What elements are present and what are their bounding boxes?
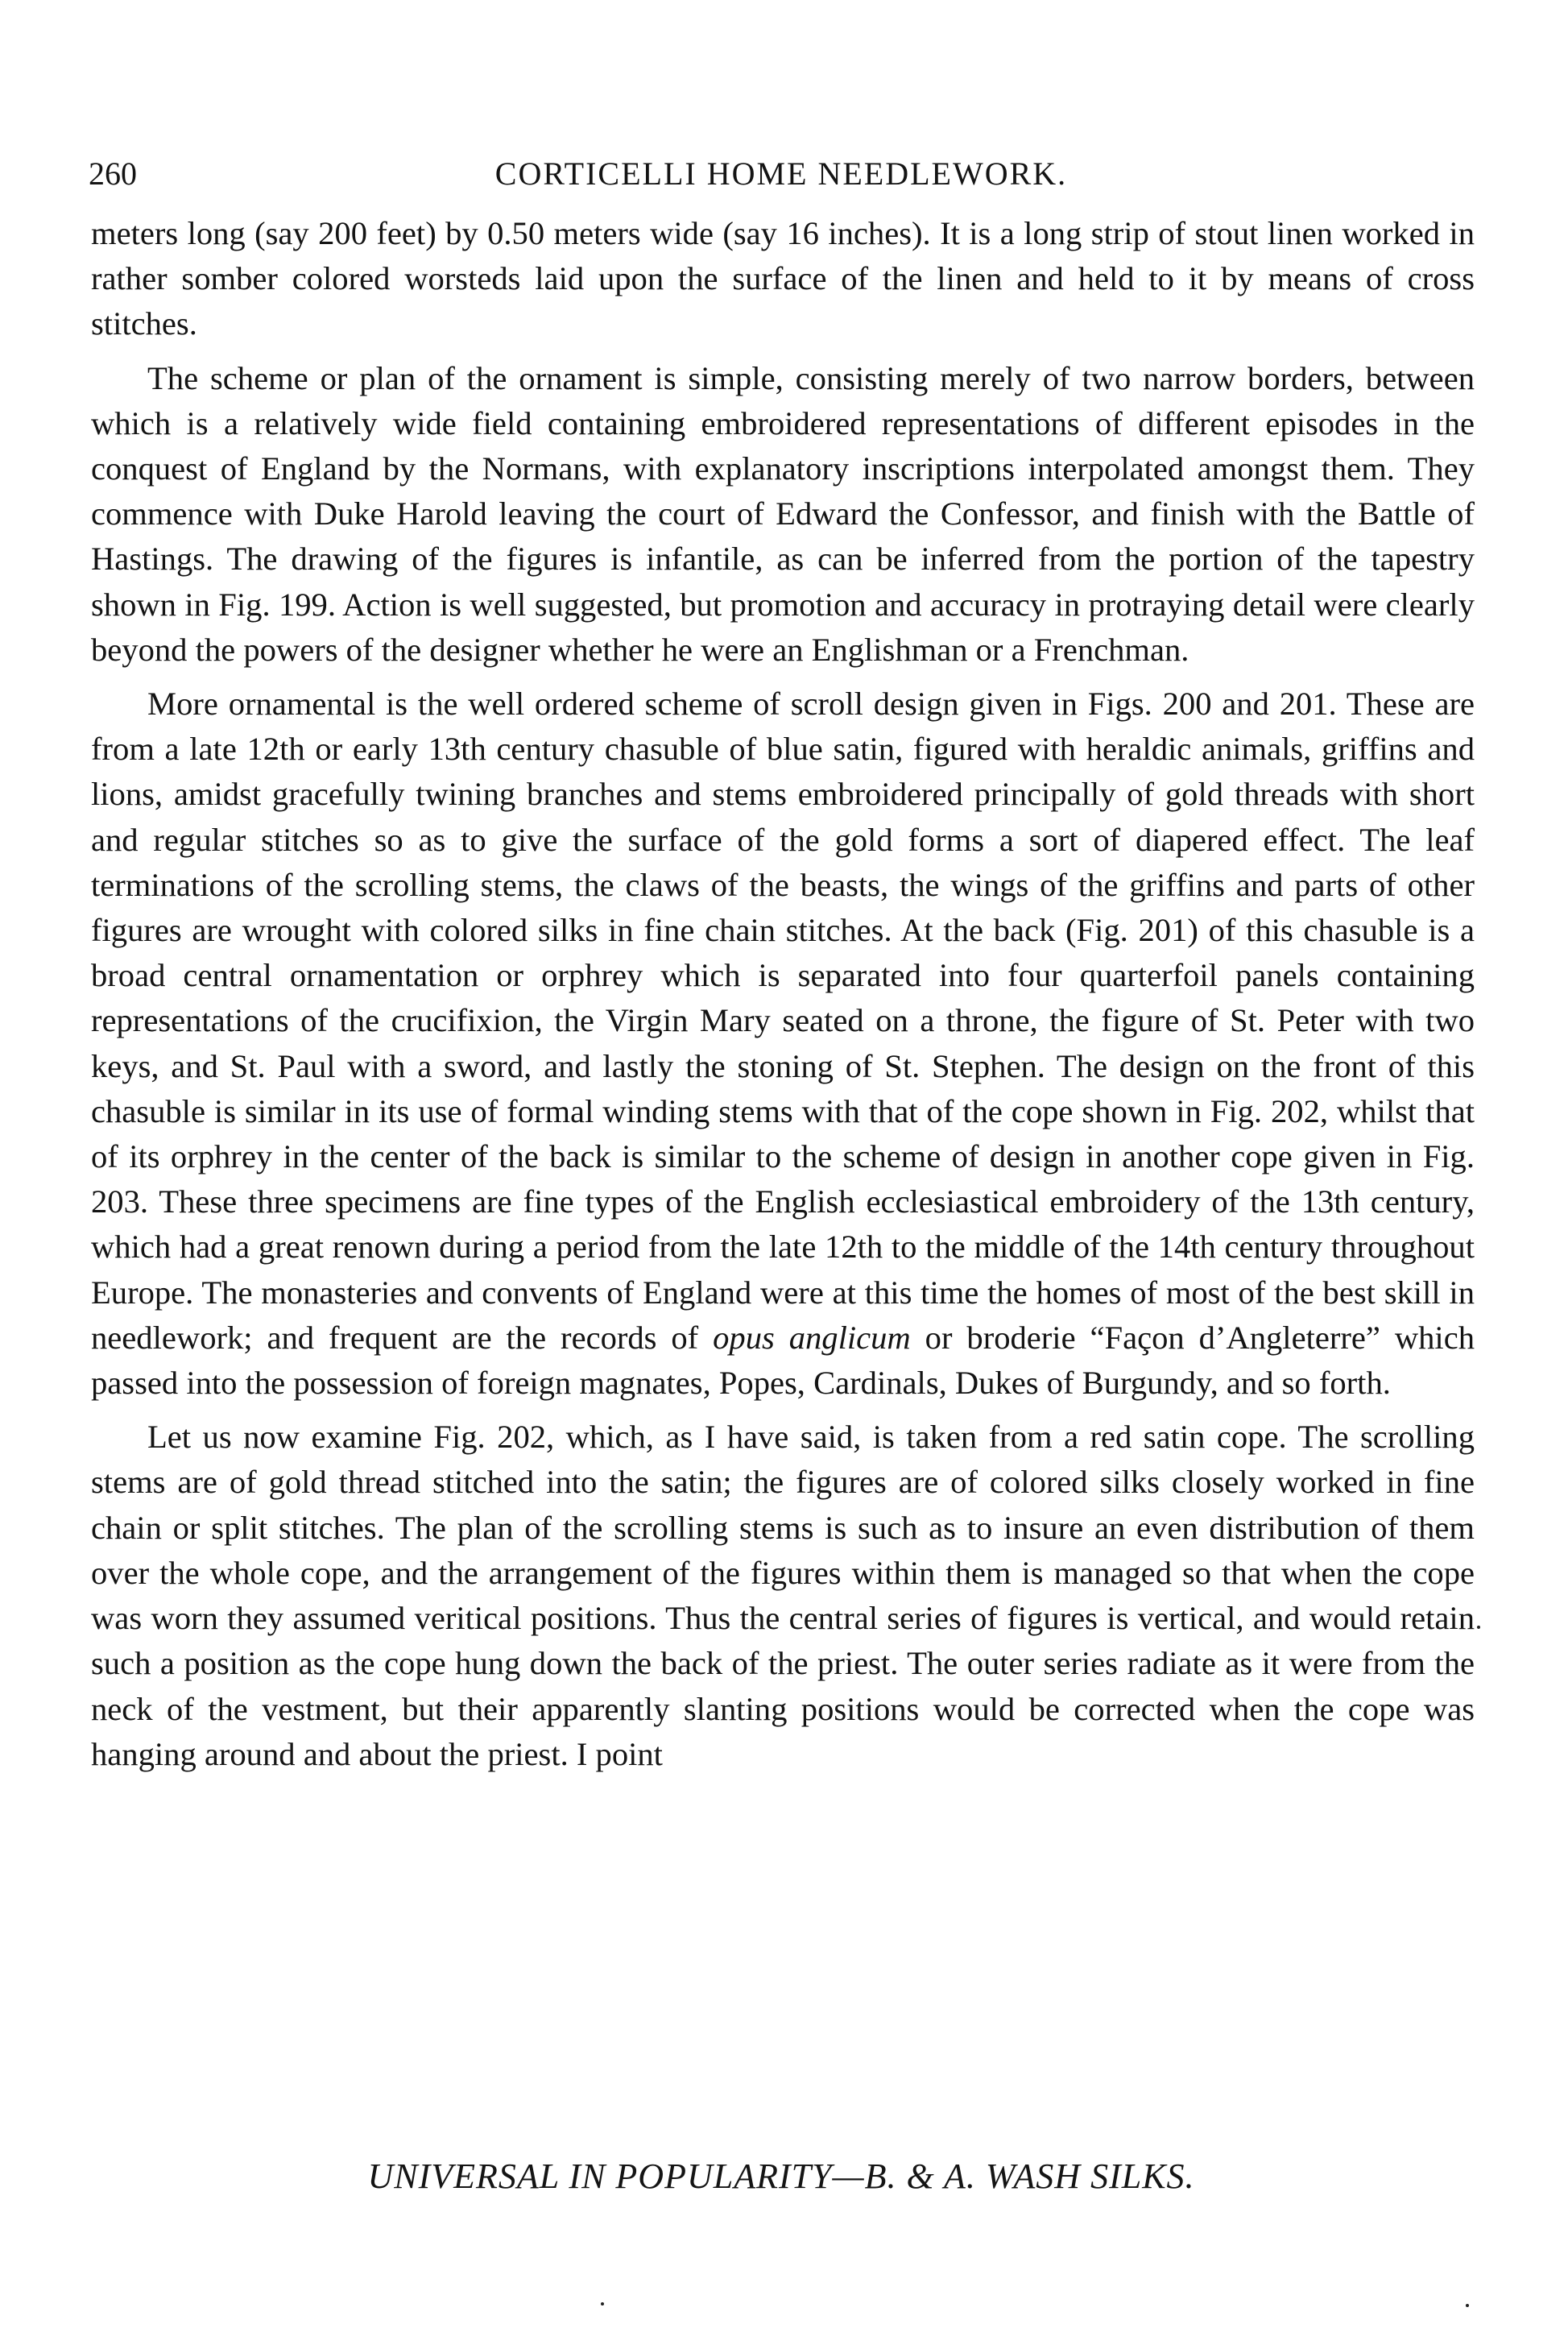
running-title: CORTICELLI HOME NEEDLEWORK. <box>494 155 1068 192</box>
paragraph-text: More ornamental is the well ordered scheme of scroll design given in Figs. 200 and 201. These are from a late 12th or early 13th century chasuble of blue satin, figured with heraldic animals, griffins and lions, amidst gracefully twining branches and stems embroidered principally of gold threads with short and regular stitches so as to give the surface of the gold forms a sort of diapered effect. The leaf terminations of the scrolling stems, the claws of the beasts, the wings of the griffins and parts of other figures are wrought with colored silks in fine chain stitches. At the back (Fig. 201) of this chasuble is a broad central ornamentation or orphrey which is separated into four quarterfoil panels containing representations of the crucifixion, the Virgin Mary seated on a throne, the figure of St. Peter with two keys, and St. Paul with a sword, and lastly the stoning of St. Stephen. The design on the front of this chasuble is similar in its use of formal winding stems with that of the cope shown in Fig. 202, whilst that of its orphrey in the center of the back is similar to the scheme of design in another cope given in Fig. 203. These three specimens are fine types of the English ecclesiastical embroidery of the 13th century, which had a great renown during a period from the late 12th to the middle of the 14th century throughout Europe. The monasteries and convents of England were at this time the homes of most of the best skill in needlework; and frequent are the records of <box>91 686 1475 1356</box>
paragraph-bayeux-scheme <box>91 356 1475 673</box>
paragraph-red-satin-cope <box>91 1415 1475 1777</box>
paragraph-text: Let us now examine Fig. 202, which, as I have said, is taken from a red satin cope. The scrolling stems are of gold thread stitched into the satin; the figures are of colored silks closely worked in fine chain or split stitches. The plan of the scrolling stems is such as to insure an even distribution of them over the whole cope, and the arrangement of the figures within them is managed so that when the cope was worn they assumed veritical positions. Thus the central series of figures is vertical, and would retain such a position as the cope hung down the back of the priest. The outer series radiate as it were from the neck of the vestment, but their apparently slanting positions would be corrected when the cope was hanging around and about the priest. I point <box>91 1419 1475 1772</box>
italic-phrase: opus anglicum <box>713 1319 911 1356</box>
paragraph-text-continued: or broderie “Façon d’Angleterre” which passed into the possession of foreign magnates, Popes, Cardinals, Dukes of Burgundy, and so forth. <box>91 1319 1475 1402</box>
body-text <box>91 211 1475 1786</box>
print-speck <box>1477 1626 1480 1629</box>
paragraph-continued <box>91 211 1475 347</box>
print-speck <box>601 2302 604 2306</box>
print-speck <box>1466 2304 1469 2307</box>
paragraph-chasuble <box>91 682 1475 1406</box>
page-number: 260 <box>89 155 137 192</box>
running-head <box>89 150 1474 198</box>
paragraph-text: The scheme or plan of the ornament is simple, consisting merely of two narrow borders, between which is a relatively wide field containing embroidered representations of different episodes in the conquest of England by the Normans, with explanatory inscriptions interpolated amongst them. They commence with Duke Harold leaving the court of Edward the Confessor, and finish with the Battle of Hastings. The drawing of the figures is infantile, as can be inferred from the portion of the tapestry shown in Fig. 199. Action is well suggested, but promotion and accuracy in protraying detail were clearly beyond the powers of the designer whether he were an Englishman or a Frenchman. <box>91 359 1475 668</box>
advertisement-footer: UNIVERSAL IN POPULARITY—B. & A. WASH SILKS. <box>367 2156 1195 2196</box>
paragraph-text: meters long (say 200 feet) by 0.50 meters wide (say 16 inches). It is a long strip of stout linen worked in rather somber colored worsteds laid upon the surface of the linen and held to it by means of cross stitches. <box>91 215 1475 342</box>
